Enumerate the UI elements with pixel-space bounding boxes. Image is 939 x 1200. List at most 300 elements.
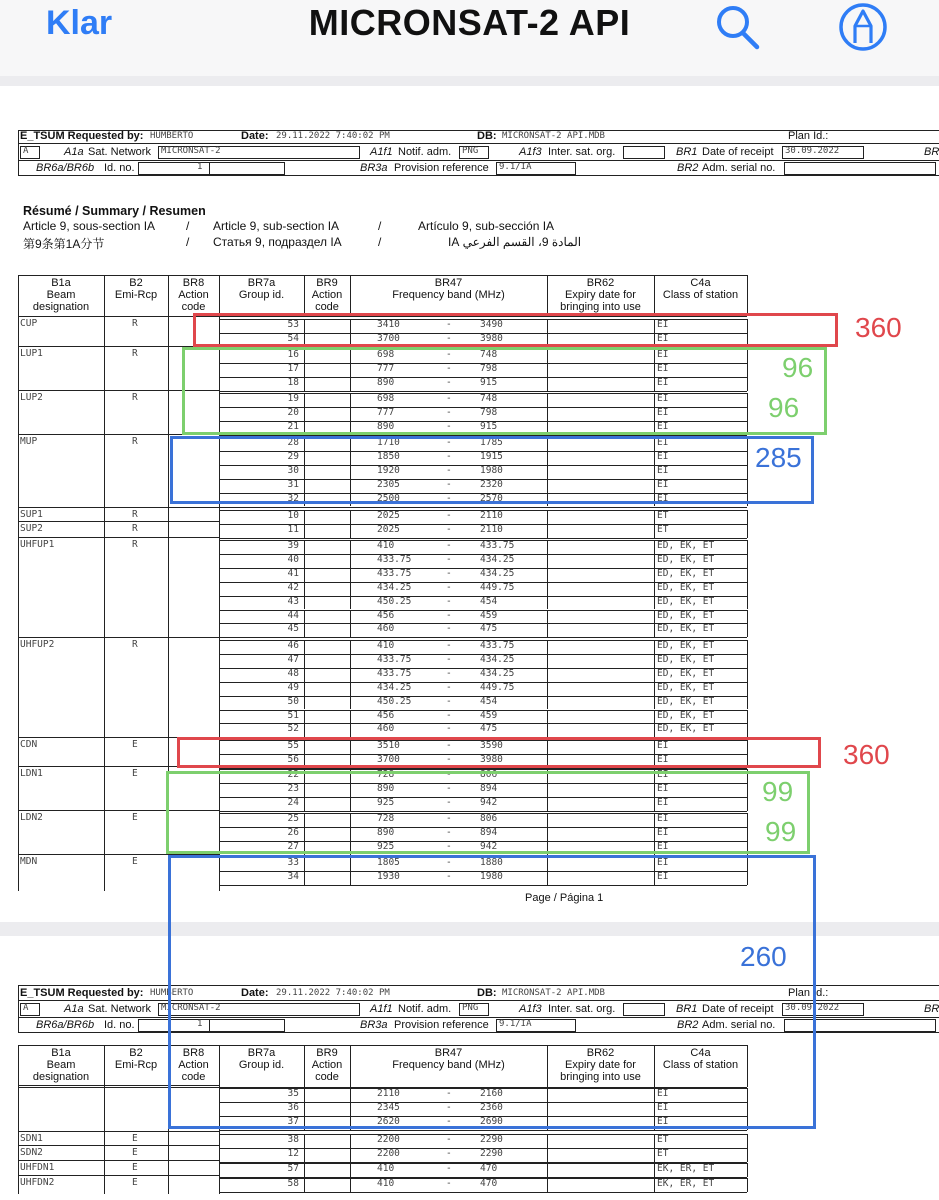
freq-dash: - <box>446 464 452 476</box>
br3a-label: BR3a <box>360 1019 388 1031</box>
rule <box>219 640 220 654</box>
page-gap <box>0 76 939 86</box>
group-id: 57 <box>287 1163 299 1174</box>
beam-designation: SDN1 <box>20 1133 43 1144</box>
rule <box>219 723 220 737</box>
group-id: 26 <box>287 826 299 838</box>
freq-low: 2620 <box>377 1115 400 1127</box>
freq-low: 410 <box>377 1178 395 1189</box>
rule <box>219 696 220 710</box>
freq-low: 2345 <box>377 1101 400 1113</box>
rule <box>168 390 169 434</box>
letter-value: A <box>23 146 29 156</box>
group-id: 45 <box>287 623 299 635</box>
freq-low: 456 <box>377 709 395 721</box>
freq-high: 434.25 <box>480 667 515 679</box>
rule <box>104 1145 105 1160</box>
group-id: 33 <box>287 857 299 868</box>
group-id: 41 <box>287 567 299 579</box>
rule <box>654 524 655 538</box>
freq-dash: - <box>446 709 452 721</box>
class-of-station: ED, EK, ET <box>657 709 715 721</box>
freq-low: 456 <box>377 609 395 621</box>
date-of-receipt-value: 30.09.2022 <box>785 1003 840 1013</box>
document-title: MICRONSAT-2 API <box>308 2 631 43</box>
group-id: 49 <box>287 681 299 693</box>
requested-by-label: E_TSUM Requested by: <box>20 130 144 142</box>
freq-dash: - <box>446 1134 452 1145</box>
rule <box>219 540 220 554</box>
freq-low: 433.75 <box>377 567 412 579</box>
freq-high: 2570 <box>480 492 503 504</box>
freq-high: 942 <box>480 796 498 808</box>
rule <box>350 723 351 737</box>
emi-rcp: E <box>132 739 138 750</box>
beam-designation: CUP <box>20 318 38 329</box>
rule <box>219 654 220 668</box>
summary-slash: / <box>378 235 382 249</box>
class-of-station: EI <box>657 840 669 852</box>
freq-low: 2500 <box>377 492 400 504</box>
freq-low: 460 <box>377 623 395 635</box>
rule <box>168 275 169 316</box>
rule <box>304 682 305 696</box>
rule <box>350 275 351 316</box>
rule <box>219 1192 747 1193</box>
db-label: DB: <box>477 130 497 142</box>
freq-low: 728 <box>377 813 395 824</box>
freq-low: 2200 <box>377 1148 400 1159</box>
provision-reference-label: Provision reference <box>394 1019 489 1031</box>
emi-rcp: E <box>132 856 138 867</box>
annotation-label: 96 <box>768 392 800 423</box>
class-of-station: ED, EK, ET <box>657 681 715 693</box>
freq-dash: - <box>446 723 452 735</box>
rule <box>18 1175 19 1194</box>
freq-low: 728 <box>377 769 395 780</box>
freq-low: 433.75 <box>377 667 412 679</box>
freq-high: 2690 <box>480 1115 503 1127</box>
rule <box>654 710 655 724</box>
annotation-box <box>168 855 816 1129</box>
freq-dash: - <box>446 492 452 504</box>
annotation-box <box>182 347 827 435</box>
a1a-label: A1a <box>64 1003 84 1015</box>
class-of-station: EI <box>657 362 669 374</box>
group-id: 53 <box>287 319 299 330</box>
rule <box>654 640 655 654</box>
rule <box>350 1163 351 1177</box>
class-of-station: EI <box>657 1115 669 1127</box>
freq-high: 2290 <box>480 1134 503 1145</box>
class-of-station: EK, ER, ET <box>657 1163 715 1174</box>
rule <box>168 537 169 637</box>
freq-dash: - <box>446 567 452 579</box>
rule <box>547 668 548 682</box>
group-id: 48 <box>287 667 299 679</box>
rule <box>350 1134 351 1148</box>
rule <box>747 654 748 668</box>
group-id: 19 <box>287 393 299 404</box>
beam-designation: UHFDN1 <box>20 1162 55 1173</box>
group-id: 28 <box>287 437 299 448</box>
a1f1-label: A1f1 <box>370 146 393 158</box>
group-id: 55 <box>287 740 299 751</box>
summary-line-ar: المادة 9، القسم الفرعي IA <box>448 235 582 249</box>
notif-adm-label: Notif. adm. <box>398 146 452 158</box>
rule <box>350 582 351 596</box>
group-id: 29 <box>287 450 299 462</box>
rule <box>350 1148 351 1162</box>
freq-high: 2360 <box>480 1101 503 1113</box>
rule <box>654 623 655 637</box>
freq-low: 1920 <box>377 464 400 476</box>
rule <box>104 1160 105 1175</box>
rule <box>219 582 220 596</box>
emi-rcp: R <box>132 318 138 329</box>
column-header-br9: BR9 Action code <box>311 277 343 313</box>
summary-line-fr: Article 9, sous-section IA <box>23 219 156 233</box>
summary-line-zh: 第9条第1A分节 <box>23 237 105 251</box>
rule <box>304 1163 305 1177</box>
freq-high: 748 <box>480 393 498 404</box>
rule <box>350 610 351 624</box>
freq-low: 925 <box>377 796 395 808</box>
group-id: 46 <box>287 640 299 651</box>
class-of-station: ED, EK, ET <box>657 567 715 579</box>
rule <box>350 623 351 637</box>
emi-rcp: E <box>132 812 138 823</box>
rule <box>547 582 548 596</box>
rule <box>168 434 169 507</box>
date-label: Date: <box>241 987 269 999</box>
beam-designation: LUP1 <box>20 348 43 359</box>
rule <box>219 623 220 637</box>
rule <box>219 596 220 610</box>
rule <box>168 637 169 737</box>
rule <box>654 654 655 668</box>
class-of-station: EI <box>657 492 669 504</box>
freq-high: 915 <box>480 420 498 432</box>
markup-pen-icon[interactable] <box>838 2 888 52</box>
class-of-station: EI <box>657 870 669 882</box>
freq-dash: - <box>446 1163 452 1174</box>
rule <box>654 682 655 696</box>
beam-designation: LUP2 <box>20 392 43 403</box>
rule <box>304 540 305 554</box>
annotation-label: 99 <box>765 816 797 847</box>
rule <box>654 554 655 568</box>
column-header-b2: B2 Emi-Rcp <box>114 1047 158 1071</box>
annotation-box <box>166 771 810 854</box>
rule <box>304 596 305 610</box>
freq-low: 450.25 <box>377 595 412 607</box>
rule <box>747 623 748 637</box>
freq-dash: - <box>446 681 452 693</box>
group-id: 42 <box>287 581 299 593</box>
rule <box>18 434 19 507</box>
group-id: 44 <box>287 609 299 621</box>
requested-by-value: HUMBERTO <box>150 988 194 998</box>
annotation-box <box>177 737 821 768</box>
rule <box>104 275 105 316</box>
group-id: 51 <box>287 709 299 721</box>
column-header-c4a: C4a Class of station <box>662 1047 739 1071</box>
freq-high: 1880 <box>480 857 503 868</box>
column-header-c4a: C4a Class of station <box>662 277 739 301</box>
rule <box>104 521 105 537</box>
br2-label: BR2 <box>677 1019 699 1031</box>
group-id: 54 <box>287 332 299 344</box>
class-of-station: ET <box>657 510 669 521</box>
freq-high: 942 <box>480 840 498 852</box>
freq-high: 806 <box>480 813 498 824</box>
class-of-station: EI <box>657 1088 669 1099</box>
rule <box>547 524 548 538</box>
requested-by-value: HUMBERTO <box>150 131 194 141</box>
class-of-station: EI <box>657 796 669 808</box>
freq-dash: - <box>446 581 452 593</box>
freq-high: 3590 <box>480 740 503 751</box>
br-cut-label: BR <box>924 146 939 158</box>
rule <box>104 1175 105 1194</box>
freq-low: 698 <box>377 349 395 360</box>
emi-rcp: R <box>132 509 138 520</box>
rule <box>18 810 19 854</box>
rule <box>18 1045 19 1087</box>
summary-slash: / <box>186 235 190 249</box>
freq-dash: - <box>446 826 452 838</box>
rule <box>654 723 655 737</box>
rule <box>18 637 19 737</box>
class-of-station: EI <box>657 450 669 462</box>
nav-bar <box>0 0 939 77</box>
date-value: 29.11.2022 7:40:02 PM <box>276 131 390 141</box>
class-of-station: ED, EK, ET <box>657 723 715 735</box>
br1-label: BR1 <box>676 1003 698 1015</box>
freq-dash: - <box>446 1101 452 1113</box>
freq-low: 434.25 <box>377 681 412 693</box>
freq-dash: - <box>446 376 452 388</box>
freq-low: 410 <box>377 1163 395 1174</box>
rule <box>654 582 655 596</box>
rule <box>747 723 748 737</box>
freq-high: 3490 <box>480 319 503 330</box>
page-footer: Page / Página 1 <box>525 892 604 904</box>
freq-high: 470 <box>480 1178 498 1189</box>
rule <box>547 1178 548 1192</box>
group-id: 21 <box>287 420 299 432</box>
freq-high: 798 <box>480 406 498 418</box>
rule <box>654 1148 655 1162</box>
freq-dash: - <box>446 695 452 707</box>
beam-designation: SUP1 <box>20 509 43 520</box>
emi-rcp: E <box>132 768 138 779</box>
freq-high: 459 <box>480 709 498 721</box>
rule <box>547 568 548 582</box>
rule <box>219 524 220 538</box>
freq-low: 410 <box>377 540 395 551</box>
annotation-label: 99 <box>762 776 794 807</box>
group-id: 35 <box>287 1088 299 1099</box>
freq-high: 1980 <box>480 464 503 476</box>
inter-sat-org-label: Inter. sat. org. <box>548 146 616 158</box>
summary-line-es: Artículo 9, sub-sección IA <box>418 219 555 233</box>
class-of-station: EI <box>657 376 669 388</box>
freq-high: 434.25 <box>480 653 515 665</box>
rule <box>168 521 169 537</box>
rule <box>350 682 351 696</box>
rule <box>304 275 305 316</box>
group-id: 31 <box>287 478 299 490</box>
freq-high: 470 <box>480 1163 498 1174</box>
freq-high: 1785 <box>480 437 503 448</box>
freq-dash: - <box>446 510 452 521</box>
rule <box>350 668 351 682</box>
class-of-station: EI <box>657 393 669 404</box>
freq-low: 3700 <box>377 332 400 344</box>
done-button[interactable]: Klar <box>46 4 113 42</box>
freq-low: 890 <box>377 420 395 432</box>
date-of-receipt-label: Date of receipt <box>702 1003 774 1015</box>
rule <box>168 507 169 521</box>
rule <box>350 1178 351 1192</box>
freq-low: 1850 <box>377 450 400 462</box>
freq-dash: - <box>446 857 452 868</box>
rule <box>547 623 548 637</box>
rule <box>654 568 655 582</box>
freq-dash: - <box>446 553 452 565</box>
class-of-station: ED, EK, ET <box>657 695 715 707</box>
rule <box>168 1160 169 1175</box>
rule <box>104 434 105 507</box>
group-id: 22 <box>287 769 299 780</box>
rule <box>18 316 19 346</box>
class-of-station: ED, EK, ET <box>657 667 715 679</box>
rule <box>547 654 548 668</box>
adm-serial-no-label: Adm. serial no. <box>702 1019 776 1031</box>
rule <box>350 568 351 582</box>
rule <box>747 596 748 610</box>
rule <box>350 696 351 710</box>
group-id: 36 <box>287 1101 299 1113</box>
freq-high: 449.75 <box>480 581 515 593</box>
rule <box>304 524 305 538</box>
annotation-box <box>193 313 838 347</box>
beam-designation: MUP <box>20 436 38 447</box>
rule <box>654 275 655 316</box>
summary-title: Résumé / Summary / Resumen <box>23 204 206 218</box>
emi-rcp: R <box>132 639 138 650</box>
rule <box>304 554 305 568</box>
rule <box>219 682 220 696</box>
freq-high: 454 <box>480 595 498 607</box>
rule <box>547 510 548 524</box>
class-of-station: ED, EK, ET <box>657 595 715 607</box>
rule <box>654 696 655 710</box>
rule <box>18 854 19 891</box>
rule <box>304 654 305 668</box>
rule <box>18 507 19 521</box>
rule <box>104 766 105 810</box>
column-header-b1a: B1a Beam designation <box>32 277 90 313</box>
a1f1-label: A1f1 <box>370 1003 393 1015</box>
rule <box>168 737 169 766</box>
rule <box>747 1163 748 1177</box>
freq-low: 450.25 <box>377 695 412 707</box>
class-of-station: EI <box>657 826 669 838</box>
freq-high: 434.25 <box>480 567 515 579</box>
rule <box>104 316 105 346</box>
emi-rcp: E <box>132 1162 138 1173</box>
rule <box>18 737 19 766</box>
freq-high: 1980 <box>480 870 503 882</box>
group-id: 23 <box>287 782 299 794</box>
rule <box>747 668 748 682</box>
freq-dash: - <box>446 782 452 794</box>
rule <box>350 554 351 568</box>
rule <box>547 610 548 624</box>
group-id: 24 <box>287 796 299 808</box>
rule <box>350 710 351 724</box>
freq-high: 454 <box>480 695 498 707</box>
freq-low: 777 <box>377 362 395 374</box>
annotation-box <box>170 436 814 504</box>
freq-dash: - <box>446 406 452 418</box>
emi-rcp: R <box>132 392 138 403</box>
rule <box>747 696 748 710</box>
rule <box>304 623 305 637</box>
rule <box>547 640 548 654</box>
freq-low: 3700 <box>377 753 400 765</box>
freq-dash: - <box>446 640 452 651</box>
group-id: 47 <box>287 653 299 665</box>
group-id: 11 <box>287 524 299 535</box>
freq-dash: - <box>446 437 452 448</box>
adm-serial-no-label: Adm. serial no. <box>702 162 776 174</box>
search-icon[interactable] <box>712 2 762 52</box>
rule <box>18 507 219 508</box>
beam-designation: MDN <box>20 856 38 867</box>
beam-designation: CDN <box>20 739 38 750</box>
letter-value: A <box>23 1003 29 1013</box>
db-value: MICRONSAT-2 API.MDB <box>502 131 605 141</box>
freq-high: 798 <box>480 362 498 374</box>
rule <box>168 346 169 390</box>
freq-dash: - <box>446 524 452 535</box>
rule <box>219 668 220 682</box>
date-value: 29.11.2022 7:40:02 PM <box>276 988 390 998</box>
freq-low: 2200 <box>377 1134 400 1145</box>
freq-dash: - <box>446 362 452 374</box>
rule <box>304 710 305 724</box>
rule <box>304 1134 305 1148</box>
rule <box>547 1148 548 1162</box>
group-id: 40 <box>287 553 299 565</box>
rule <box>304 568 305 582</box>
freq-dash: - <box>446 653 452 665</box>
sat-network-value: MICRONSAT-2 <box>161 1003 221 1013</box>
group-id: 32 <box>287 492 299 504</box>
br3a-label: BR3a <box>360 162 388 174</box>
freq-high: 3980 <box>480 332 503 344</box>
db-label: DB: <box>477 987 497 999</box>
freq-dash: - <box>446 623 452 635</box>
group-id: 37 <box>287 1115 299 1127</box>
rule <box>304 1148 305 1162</box>
freq-dash: - <box>446 740 452 751</box>
rule <box>350 654 351 668</box>
